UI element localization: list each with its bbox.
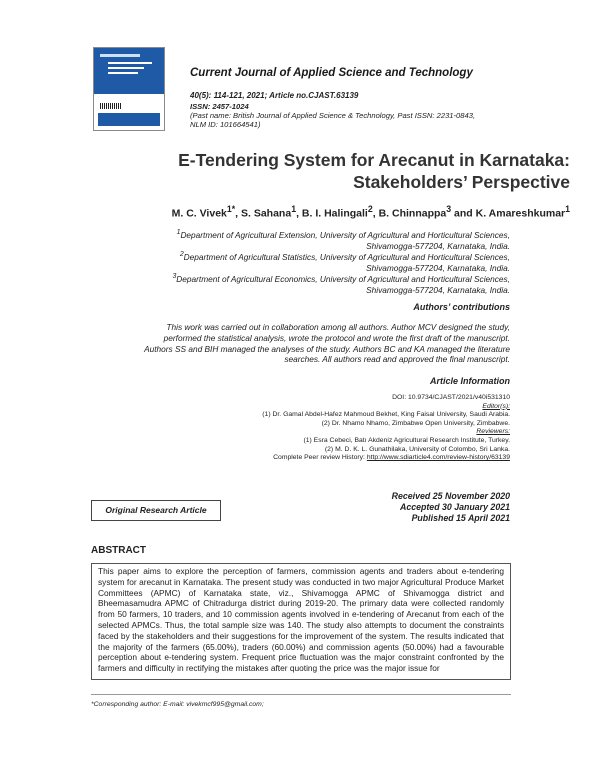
journal-citation: 40(5): 114-121, 2021; Article no.CJAST.63139 [190,91,359,100]
author-name: K. Amareshkumar [475,207,566,220]
journal-name: Current Journal of Applied Science and Technology [190,67,473,79]
affiliation: $^2$Department of Agricultural Statistics, University of Agricultural and Horticultural Sciences, Shivamogga-577204, Karnataka, India. [179,251,510,273]
author-name: M. C. Vivek [171,207,227,220]
author-affil-mark: 1 [291,204,297,214]
editors-label: Editor(s): [482,402,510,410]
author-affil-mark: 3 [446,204,452,214]
author-name: S. Sahana [241,207,292,220]
journal-nlm-id: NLM ID: 101664541) [190,120,261,129]
author-name: B. Chinnappa [378,207,447,220]
article-info-heading: Article Information [429,376,510,386]
reviewers-label: Reviewers: [476,428,510,436]
journal-past-name: (Past name: British Journal of Applied Science & Technology, Past ISSN: 2231-0843, [190,111,476,120]
paper-title-line-1: E-Tendering System for Arecanut in Karnataka: [178,150,570,170]
paper-title-line-2: Stakeholders’ Perspective [353,172,570,192]
contributions-heading: Authors’ contributions [413,302,510,312]
review-history-label: Complete Peer review History: [273,454,367,462]
footnote-divider [91,694,511,695]
author-affil-mark: 1 [565,204,570,214]
affiliation: $^1$Department of Agricultural Extension, University of Agricultural and Horticultural Sciences, Shivamogga-577204, Karnataka, India. [176,229,510,251]
abstract-text: This paper aims to explore the perception of farmers, commission agents and traders about e-tendering system for arecanut in Karnataka. The present study was conducted in two major Agricultural Produce Market Committees (APMC) of Karnataka state, viz., Shivamogga APMC of Shivamogga district and Bheemasamudra APMC of Chitradurga district during 2019-20. The primary data were collected randomly from 50 farmers, 10 traders, and 10 commission agents involved in e-tendering of Arecanut from each of the selected APMCs. Thus, the total sample size was 140. The study also attempts to document the constraints faced by the stakeholders and their suggestions for the improvement of the system. The results indicated that the majority of the farmers (65.00%), traders (60.00%) and commission agents (50.00%) had a favourable perception about e-tendering system. Frequent price fluctuation was the major constraint confronted by the farmers and difficulty in rectifying the mistakes after quoting the price was the major issue for [91,563,511,680]
contributions-text: This work was carried out in collaboration among all authors. Author MCV designed the study, performed the statistical analysis, wrote the protocol and wrote the first draft of the manuscript. Authors SS and BIH managed the analyses of the study. Authors BC and KA managed the literature searches. All authors read and approved the final manuscript. [144,322,510,365]
editor: (1) Dr. Gamal Abdel-Hafez Mahmoud Bekhet, King Faisal University, Saudi Arabia. [262,411,510,419]
accepted-date: Accepted 30 January 2021 [399,501,510,512]
received-date: Received 25 November 2020 [391,491,510,501]
article-type-badge: Original Research Article [91,500,221,521]
barcode-icon [100,103,122,109]
article-info [200,394,510,463]
reviewer: (1) Esra Cebeci, Batı Akdeniz Agricultural Research Institute, Turkey. [303,436,510,444]
journal-cover-image [93,47,165,131]
corresponding-author-footnote: *Corresponding author: E-mail: vivekmcf995@gmail.com; [91,701,264,708]
abstract-heading: ABSTRACT [91,545,146,556]
author-affil-mark: 1* [226,204,236,214]
published-date: Published 15 April 2021 [411,512,510,523]
author-name: B. I. Halingali [301,207,368,220]
journal-issn: ISSN: 2457-1024 [190,102,249,111]
reviewer: (2) M. D. K. L. Gunathilaka, University of Colombo, Sri Lanka. [324,445,510,453]
author-list: M. C. Vivek$^{1*}$, S. Sahana$^1$, B. I. Halingali$^2$, B. Chinnappa$^3$ and K. Amareshkumar$^1$ [171,204,570,220]
editor: (2) Dr. Nhamo Nhamo, Zimbabwe Open University, Zimbabwe. [321,419,510,427]
affiliation: $^3$Department of Agricultural Economics, University of Agricultural and Horticultural Sciences, Shivamogga-577204, Karnataka, India. [172,273,510,295]
doi: DOI: 10.9734/CJAST/2021/v40i531310 [392,394,510,401]
publication-dates [300,491,510,523]
review-history-link[interactable]: http://www.sdiarticle4.com/review-history/63139 [366,454,510,462]
author-affil-mark: 2 [367,204,373,214]
